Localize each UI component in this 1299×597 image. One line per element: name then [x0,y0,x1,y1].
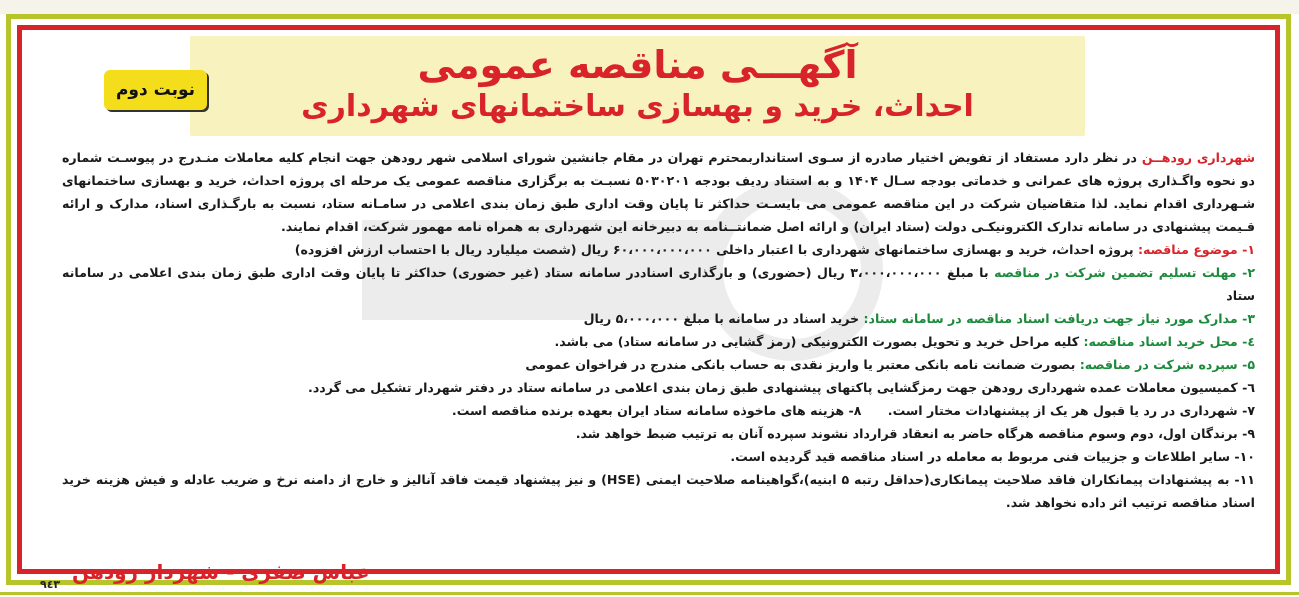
item-text: کلیه مراحل خرید و تحویل بصورت الکترونیکی (رمز گشایی در سامانه ستاد) می باشد. [554,334,1080,349]
title-panel [190,36,1085,136]
list-item: ۹- برندگان اول، دوم وسوم مناقصه هرگاه حاضر به انعقاد قرارداد نشوند سپرده آنان به ترتیب ضبط خواهد شد. [575,426,1255,441]
list-item: ۱۰- سایر اطلاعات و جزییات فنی مربوط به معامله در اسناد مناقصه قید گردیده است. [730,449,1255,464]
item-text: با مبلغ ۳،۰۰۰،۰۰۰،۰۰۰ ریال (حضوری) و بارگذاری اسناددر سامانه ستاد (غیر حضوری) حداکثر تا پایان وقت اداری طبق زمان بندی اعلامی در سامانه ستاد [62,265,1255,303]
item-label: ۳- مدارک مورد نیاز جهت دریافت اسناد مناقصه در سامانه ستاد: [863,311,1255,326]
bottom-rule [0,592,1299,595]
top-band [0,0,1299,14]
list-item [62,238,1255,261]
notice-frame [6,14,1291,591]
list-item [62,399,1255,422]
signature: عباس صفری - شهردار رودهن [72,560,370,584]
list-item: ٦- کمیسیون معاملات عمده شهرداری رودهن جهت رمزگشایی پاکتهای پیشنهادی طبق زمان بندی اعلامی در سامانه ستاد در دفتر شهردار تشکیل می گردد. [308,380,1255,395]
page-number: ۹٤٣ [40,578,61,591]
item-text: بصورت ضمانت نامه بانکی معتبر یا واریز نقدی به حساب بانکی مندرج در فراخوان عمومی [525,357,1076,372]
notice-subtitle: احداث، خرید و بهسازی ساختمانهای شهرداری [301,89,974,124]
intro-text: در نظر دارد مستفاد از تفویض اختیار صادره از سـوی استانداربمحترم تهران در مقام جانشین شورای اسلامی شهر رودهن جهت انجام کلیه معاملات منـدرج در پیوسـت شماره دو نحوه واگـذاری پروژه های عمرانی و خدماتی بودجه سـال ۱۴۰۴ و به استناد ردیف بودجه ۵۰۳۰۲۰۱ نسبـت به برگزاری مناقصه عمومی یک مرحله ای پروژه احداث، خرید و بهسازی ساختمانهای شـهرداری اقدام نماید. لذا متقاضیان شرکت در این مناقصه عمومی می بایسـت حداکثر تا پایان وقت اداری طبق زمان بندی اعلامی در سامـانه ستاد، نسبت به بارگـذاری اسناد، مدارک و ارائه قـیمت پیشنهادی در سامانه تدارک الکترونیکـی دولت (ستاد ایران) و ارائه اصل ضمانتــنامه به دبیرخانه این شهرداری به همراه نامه مهمور شرکت، اقدام نمایند. [62,150,1256,234]
notice-title: آگهـــی مناقصه عمومی [417,43,858,87]
item-label: ۲- مهلت تسلیم تضمین شرکت در مناقصه [994,265,1255,280]
inner-frame [17,25,1280,591]
list-item [62,307,1255,330]
item-label: ۵- سپرده شرکت در مناقصه: [1079,357,1255,372]
list-item: ۱۱- به پیشنهادات پیمانکاران فاقد صلاحیت پیمانکاری(حداقل رتبه ۵ ابنیه)،گواهینامه صلاحیت ایمنی (HSE) و نیز پیشنهاد قیمت فاقد آنالیز و خارج از دامنه نرخ و ضریب عادله و فیش هزینه خرید اسناد مناقصه ترتیب اثر داده نخواهد شد. [62,472,1255,510]
item-text: پروژه احداث، خرید و بهسازی ساختمانهای شهرداری با اعتبار داخلی ۶۰،۰۰۰،۰۰۰،۰۰۰ ریال (شصت میلیارد ریال با احتساب ارزش افزوده) [294,242,1134,257]
item-label: ۱- موضوع مناقصه: [1137,242,1255,257]
list-item [62,330,1255,353]
round-badge: نوبت دوم [104,70,207,110]
item-label: ٤- محل خرید اسناد مناقصه: [1083,334,1255,349]
item-text: خرید اسناد در سامانه با مبلغ ۵،۰۰۰،۰۰۰ ریال [583,311,860,326]
list-item-8: ٨- هزینه های ماخوذه سامانه ستاد ایران بعهده برنده مناقصه است. [451,403,862,418]
list-item-7: ٧- شهرداری در رد یا قبول هر یک از پیشنهادات مختار است. [887,403,1255,418]
org-name: شهرداری رودهــن [1141,150,1255,165]
intro-paragraph [62,146,1255,238]
notice-body [62,146,1255,514]
list-item [62,353,1255,376]
list-item [62,261,1255,307]
